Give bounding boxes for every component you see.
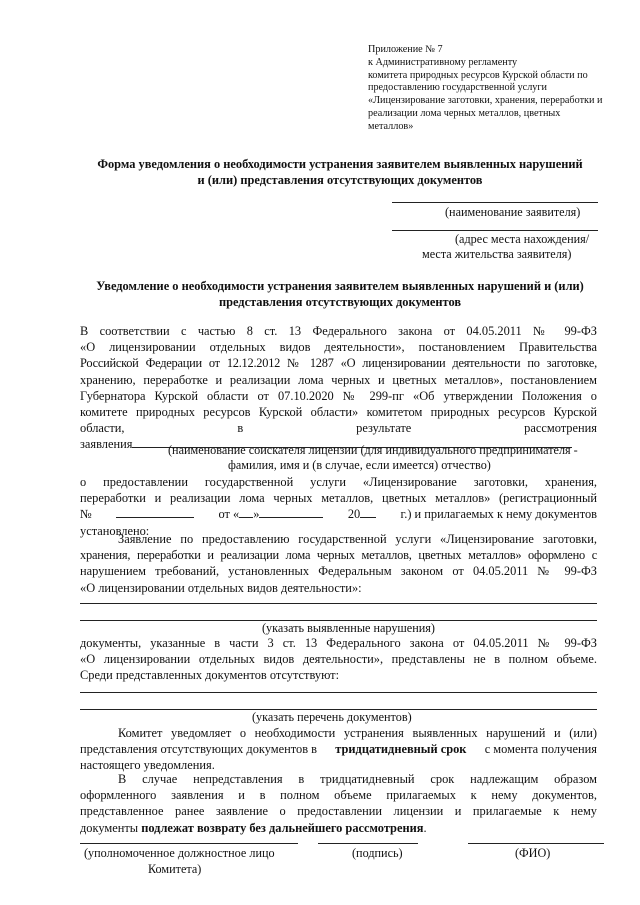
applicant-name-line[interactable] bbox=[392, 202, 598, 203]
sign-caption: (подпись) bbox=[352, 846, 403, 860]
appendix-line: к Административному регламенту bbox=[368, 56, 518, 68]
form-title-line: Форма уведомления о необходимости устранения заявителем выявленных нарушений bbox=[97, 157, 583, 171]
notice-title-line: Уведомление о необходимости устранения заявителем выявленных нарушений и (или) bbox=[96, 279, 584, 293]
official-caption-2: Комитета) bbox=[148, 862, 202, 876]
appendix-line: предоставлению государственной услуги bbox=[368, 82, 548, 94]
form-title bbox=[60, 157, 620, 188]
official-caption-1: (уполномоченное должностное лицо bbox=[84, 846, 275, 860]
paragraph-notification: Комитет уведомляет о необходимости устранения выявленных нарушений и (или) представления отсутствующих документов в тридцатидневный срок с момента получения настоящего уведомления. bbox=[80, 726, 597, 773]
appendix-line: металлов» bbox=[368, 120, 414, 132]
applicant-address-line[interactable] bbox=[392, 230, 598, 231]
day-field[interactable] bbox=[239, 507, 253, 518]
documents-line-1[interactable] bbox=[80, 692, 597, 693]
appendix-line: Приложение № 7 bbox=[368, 44, 443, 55]
paragraph-legal-basis: В соответствии с частью 8 ст. 13 Федерального закона от 04.05.2011 № 99-ФЗ «О лицензировании отдельных видов деятельности», постановлением Правительства Российской Федерации от 12.12.2012 № 1287 «О лицензировании деятельности по заготовке, хранению, переработке и реализации лома черных и цветных металлов», постановлением Губернатора Курской области от 07.10.2020 № 299-пг «Об утверждении Положения о комитете природных ресурсов Курской области» комитетом природных ресурсов Курской области, в результате рассмотрения заявления bbox=[80, 324, 597, 452]
violations-line-1[interactable] bbox=[80, 603, 597, 604]
sign-line[interactable] bbox=[318, 843, 418, 844]
form-title-line: и (или) представления отсутствующих документов bbox=[197, 172, 483, 187]
paragraph-missing-documents: документы, указанные в части 3 ст. 13 Федерального закона от 04.05.2011 № 99-ФЗ «О лицензировании отдельных видов деятельности», представлены не в полном объеме. Среди представленных документов отсутствуют: bbox=[80, 636, 597, 683]
paragraph-application: о предоставлении государственной услуги «Лицензирование заготовки, хранения, переработки и реализации лома черных металлов, цветных металлов» (регистрационный № от « » 20 г.) и прилагаемых к нему документов установлено: bbox=[80, 475, 597, 538]
month-field[interactable] bbox=[259, 507, 323, 518]
appendix-line: «Лицензирование заготовки, хранения, переработки и bbox=[368, 95, 603, 107]
appendix-block bbox=[368, 44, 630, 134]
licensee-caption: (наименование соискателя лицензии (для индивидуального предпринимателя - фамилия, имя и (в случае, если имеется) отчество) bbox=[168, 443, 578, 472]
violations-caption: (указать выявленные нарушения) bbox=[262, 621, 435, 635]
paragraph-violations: Заявление по предоставлению государственной услуги «Лицензирование заготовки, хранения, переработки и реализации лома черных металлов, цветных металлов» оформлено с нарушением требований, установленных Федеральным законом от 04.05.2011 № 99-ФЗ «О лицензировании отдельных видов деятельности»: bbox=[80, 532, 597, 595]
notice-title-line: представления отсутствующих документов bbox=[218, 294, 462, 309]
fio-line[interactable] bbox=[468, 843, 604, 844]
registration-number-field[interactable] bbox=[116, 507, 194, 518]
paragraph-return: В случае непредставления в тридцатидневный срок надлежащим образом оформленного заявления и в полном объеме прилагаемых к нему документов, представленное ранее заявление о предоставлении лицензии и прилагаемые к нему документы подлежат возврату без дальнейшего рассмотрения. bbox=[80, 772, 597, 835]
appendix-line: комитета природных ресурсов Курской области по bbox=[368, 69, 588, 81]
fio-caption: (ФИО) bbox=[515, 846, 551, 860]
applicant-name-caption: (наименование заявителя) bbox=[445, 205, 581, 219]
year-field[interactable] bbox=[360, 507, 376, 518]
official-signature-line[interactable] bbox=[80, 843, 298, 844]
appendix-line: реализации лома черных металлов, цветных bbox=[368, 107, 561, 119]
notice-title bbox=[60, 279, 620, 310]
documents-caption: (указать перечень документов) bbox=[252, 710, 412, 724]
applicant-address-caption-2: места жительства заявителя) bbox=[422, 247, 572, 261]
applicant-address-caption-1: (адрес места нахождения/ bbox=[455, 232, 590, 246]
